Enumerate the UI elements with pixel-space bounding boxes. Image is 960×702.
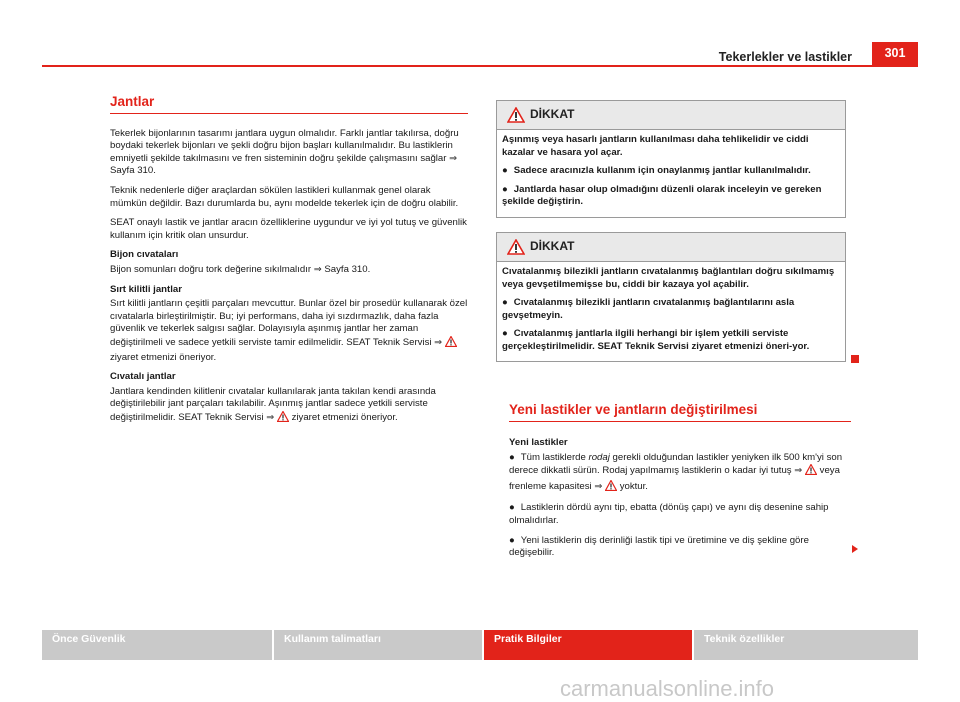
- paragraph-text-end: ziyaret etmenizi öneriyor.: [110, 351, 217, 363]
- paragraph: SEAT onaylı lastik ve jantlar aracın özelliklerine uygundur ve iyi yol tutuş ve güvenlik kullanım için kritik olan unsurdur.: [110, 217, 467, 241]
- page-number: 301: [872, 42, 918, 65]
- right-section-heading: [509, 402, 851, 422]
- tab-teknik-ozellikler[interactable]: Teknik özellikler: [694, 630, 918, 660]
- paragraph: [110, 386, 468, 427]
- warning-title: DİKKAT: [530, 107, 575, 121]
- warning-bullet: ● Cıvatalanmış jantlarla ilgili herhangi bir işlem yetkili serviste gerçekleştirilmelidir. SEAT Teknik Servisi ziyaret etmenizi öneri-yor.: [502, 328, 810, 352]
- paragraph: Teknik nedenlerle diğer araçlardan sökülen lastikleri kullanmak genel olarak mümkün değildir. Bazı durumlarda bu, aynı modelde tekerlek için de doğru olabilir.: [110, 184, 459, 209]
- warning-header: [497, 233, 845, 262]
- subheading-bijon: Bijon cıvataları: [110, 249, 179, 261]
- paragraph: [110, 298, 468, 364]
- warning-header: [497, 101, 845, 130]
- warning-triangle-icon: [507, 239, 525, 255]
- paragraph-text: Jantlara kendinden kilitlenir cıvatalar kullanılarak janta takılan kendi arasında değiştirilebilir jant parçaları takılabilir. Aşınmış jantlar sadece yetkili serviste değiştirilmelidir. SEAT Teknik Servisi ⇒: [110, 385, 436, 423]
- warning-bullet: ● Jantlarda hasar olup olmadığını düzenli olarak inceleyin ve gereken şekilde değiştirin.: [502, 183, 822, 207]
- tab-once-guvenlik[interactable]: Önce Güvenlik: [42, 630, 272, 660]
- warning-bullet: ● Sadece aracınızla kullanım için onaylanmış jantlar kullanılmalıdır.: [502, 165, 811, 176]
- paragraph: Tekerlek bijonlarının tasarımı jantlara uygun olmalıdır. Farklı jantlar takılırsa, doğru boydaki tekerlek bijonları ve şekli doğru bijon başları kullanılmalıdır. Bu lastiklerin emniyetli şekilde takılmasını ve fren sisteminin doğru şekilde çalışmasını sağlar ⇒ Sayfa 310.: [110, 127, 459, 177]
- list-item: ● Yeni lastiklerin diş derinliği lastik tipi ve üretimine ve diş şekline göre değişebilir.: [509, 534, 809, 559]
- warning-box-2: [496, 232, 846, 362]
- subheading-civatali: Cıvatalı jantlar: [110, 371, 176, 383]
- left-column: [110, 96, 468, 433]
- warning-body: [497, 130, 845, 217]
- section-title-yeni-lastikler: Yeni lastikler ve jantların değiştirilmesi: [509, 402, 851, 422]
- warning-triangle-icon: [507, 107, 525, 123]
- watermark: carmanualsonline.info: [560, 676, 775, 701]
- section-title-jantlar: Jantlar: [110, 96, 468, 114]
- warning-triangle-icon[interactable]: [277, 411, 289, 427]
- warning-lead: Cıvatalanmış bilezikli jantların cıvatalanmış bağlantıları doğru sıkılmamış veya gevşetilmemişse bu, ciddi bir kazaya yol açabilir.: [502, 266, 835, 290]
- arrow-right-icon[interactable]: [852, 545, 858, 553]
- section-end-marker: [851, 355, 859, 363]
- tab-pratik-bilgiler[interactable]: Pratik Bilgiler: [484, 630, 692, 660]
- right-section-body: [509, 437, 851, 567]
- warning-body: [497, 262, 845, 361]
- paragraph-text: Sırt kilitli jantların çeşitli parçaları mevcuttur. Bunlar özel bir prosedür kullanarak özel cıvatalarla birleştirilmiştir. Bu; iyi performans, daha iyi sızdırmazlık, daha fazla güvenlik ve tekerlek salgısı sağlar. Dolayısıyla aşınmış jantlar her zaman değiştirilmeli ve sadece yetkili serviste tamir edilmelidir. SEAT Teknik Servisi ⇒: [110, 298, 468, 348]
- warning-triangle-icon[interactable]: [445, 336, 457, 352]
- warning-lead: Aşınmış veya hasarlı jantların kullanılması daha tehlikelidir ve ciddi kazalar ve hasara yol açar.: [502, 134, 809, 158]
- list-item: ● Tüm lastiklerde rodaj gerekli olduğundan lastikler yeniyken ilk 500 km'yi son derece dikkatli sürün. Rodaj yapılmamış lastiklerin o kadar iyi tutuş ⇒ veya frenleme kapasitesi ⇒ yoktur.: [509, 452, 851, 496]
- tab-kullanim-talimatlari[interactable]: Kullanım talimatları: [274, 630, 482, 660]
- warning-title: DİKKAT: [530, 239, 575, 253]
- paragraph-text-end: ziyaret etmenizi öneriyor.: [291, 411, 398, 423]
- list-item: ● Lastiklerin dördü aynı tip, ebatta (dönüş çapı) ve aynı diş desenine sahip olmalıdırlar.: [509, 502, 829, 526]
- warning-bullet: ● Cıvatalanmış bilezikli jantların cıvatalanmış bağlantılarını asla gevşetmeyin.: [502, 297, 795, 321]
- warning-triangle-icon[interactable]: [805, 464, 817, 480]
- paragraph: Bijon somunları doğru tork değerine sıkılmalıdır ⇒ Sayfa 310.: [110, 263, 371, 275]
- warning-triangle-icon[interactable]: [605, 480, 617, 496]
- running-header-title: Tekerlekler ve lastikler: [718, 50, 852, 64]
- subheading-sirt-kilitli: Sırt kilitli jantlar: [110, 283, 182, 295]
- warning-box-1: [496, 100, 846, 218]
- subheading-yeni-lastikler: Yeni lastikler: [509, 437, 568, 448]
- header-rule: [42, 65, 918, 67]
